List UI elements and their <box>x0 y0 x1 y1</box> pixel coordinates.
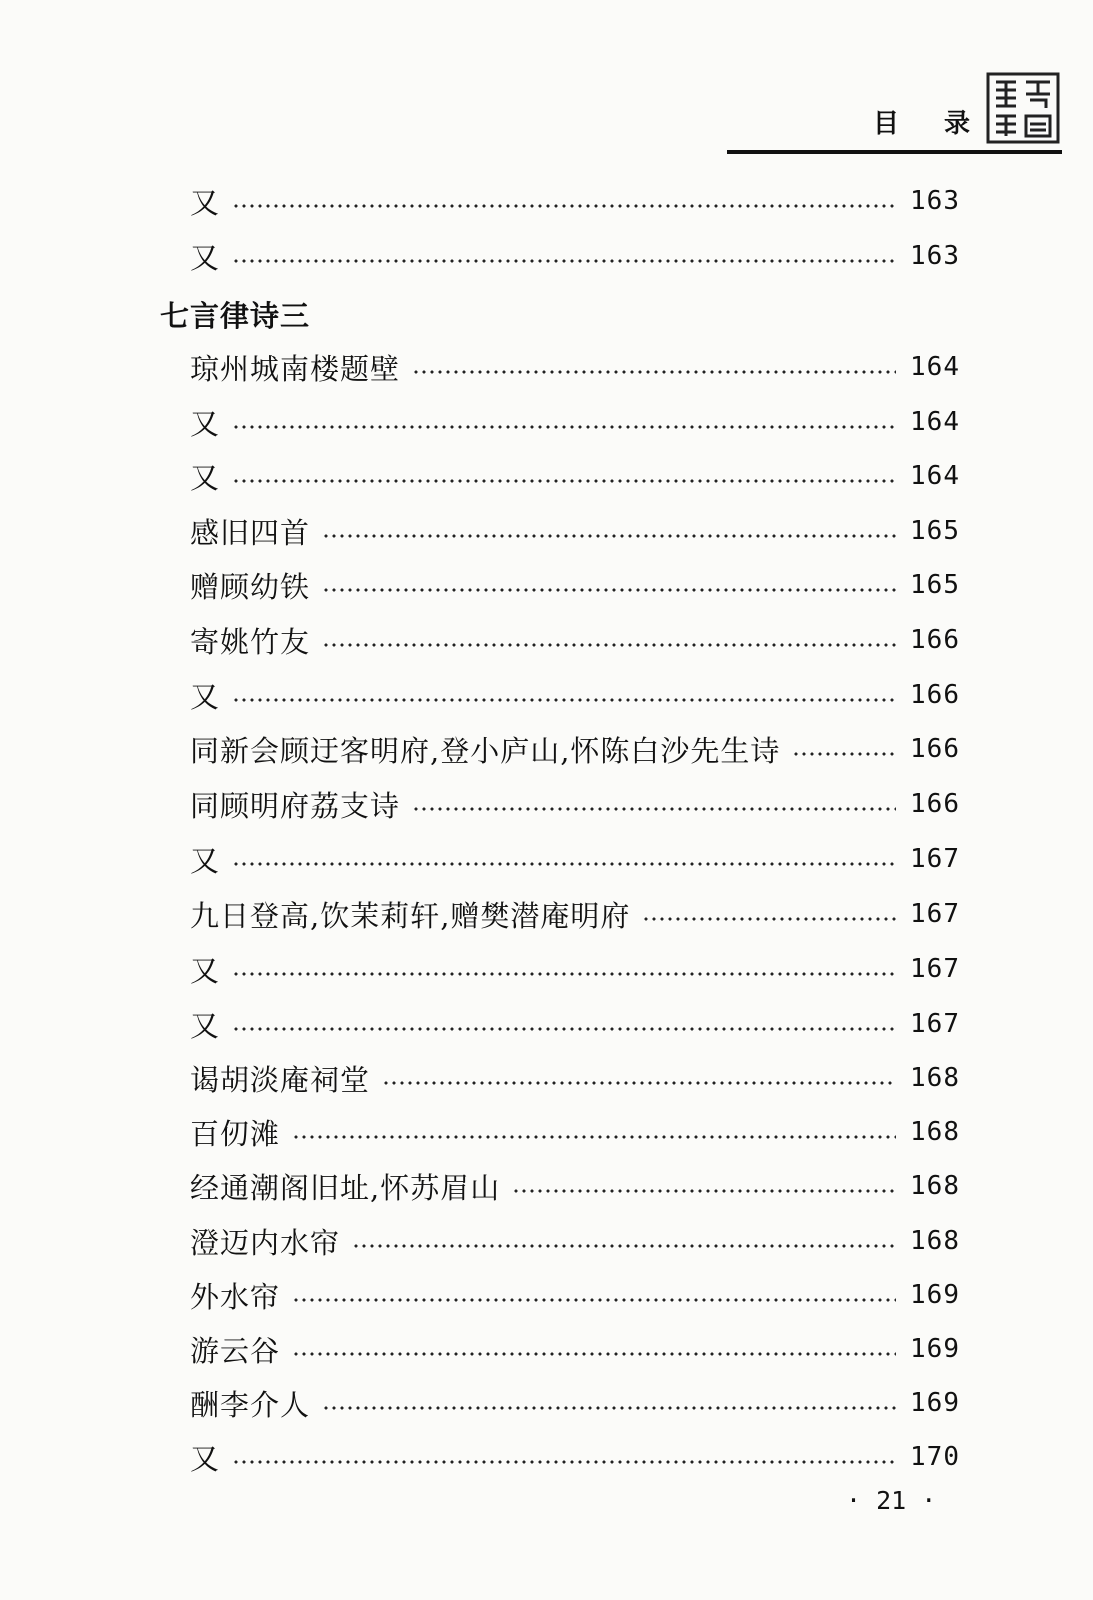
toc-entry-page: 169 <box>910 1334 960 1364</box>
toc-entry-page: 167 <box>910 899 960 929</box>
dot-leader <box>642 917 896 921</box>
dot-leader <box>292 1135 896 1139</box>
seal-stamp <box>986 72 1060 144</box>
toc-entry-title: 赠顾幼铁 <box>190 569 311 604</box>
toc-entry-page: 165 <box>910 570 960 600</box>
toc-entry[interactable] <box>190 839 960 879</box>
toc-entry-title: 游云谷 <box>190 1333 281 1368</box>
toc-entry-title: 又 <box>190 679 221 714</box>
toc-entry-page: 168 <box>910 1117 960 1147</box>
dot-leader <box>292 1298 896 1302</box>
toc-entry-page: 167 <box>910 954 960 984</box>
page-number: · 21 · <box>846 1486 937 1515</box>
dot-leader <box>322 1406 896 1410</box>
toc-entry-title: 又 <box>190 1441 221 1476</box>
toc-entry-page: 167 <box>910 844 960 874</box>
toc-entry-page: 166 <box>910 680 960 710</box>
toc-entry-title: 又 <box>190 185 221 220</box>
toc-entry-page: 167 <box>910 1009 960 1039</box>
toc-entry-title: 九日登高,饮茉莉轩,赠樊潜庵明府 <box>190 898 631 933</box>
toc-entry-title: 谒胡淡庵祠堂 <box>190 1062 371 1097</box>
toc-entry-page: 169 <box>910 1388 960 1418</box>
dot-leader <box>292 1352 896 1356</box>
dot-leader <box>232 862 896 866</box>
toc-entry[interactable] <box>190 1112 960 1152</box>
toc-entry-page: 166 <box>910 734 960 764</box>
toc-entry-title: 澄迈内水帘 <box>190 1225 341 1260</box>
toc-entry-title: 琼州城南楼题壁 <box>190 351 401 386</box>
dot-leader <box>512 1189 896 1193</box>
dot-leader <box>232 698 896 702</box>
toc-entry[interactable] <box>190 565 960 605</box>
toc-entry[interactable] <box>190 402 960 442</box>
toc-entry-title: 经通潮阁旧址,怀苏眉山 <box>190 1170 501 1205</box>
toc-entry-page: 168 <box>910 1171 960 1201</box>
toc-entry[interactable] <box>190 675 960 715</box>
toc-entry-title: 酬李介人 <box>190 1387 311 1422</box>
dot-leader <box>232 1460 896 1464</box>
toc-entry-title: 又 <box>190 406 221 441</box>
dot-leader <box>382 1081 896 1085</box>
toc-entry-page: 164 <box>910 407 960 437</box>
toc-entry-page: 164 <box>910 461 960 491</box>
dot-leader <box>232 1027 896 1031</box>
toc-entry[interactable] <box>190 729 960 769</box>
toc-entry-title: 寄姚竹友 <box>190 624 311 659</box>
toc-entry-page: 163 <box>910 241 960 271</box>
toc-entry[interactable] <box>190 1221 960 1261</box>
dot-leader <box>232 972 896 976</box>
toc-entry-title: 又 <box>190 843 221 878</box>
dot-leader <box>232 259 896 263</box>
toc-entry[interactable] <box>190 511 960 551</box>
section-title: 七言律诗三 <box>160 299 311 333</box>
toc-entry[interactable] <box>190 620 960 660</box>
header-title: 目 录 <box>873 109 989 139</box>
toc-entry-page: 169 <box>910 1280 960 1310</box>
toc-entry[interactable] <box>190 894 960 934</box>
toc-entry-title: 又 <box>190 953 221 988</box>
toc-entry-page: 163 <box>910 186 960 216</box>
toc-entry[interactable] <box>190 1275 960 1315</box>
toc-entry-page: 168 <box>910 1063 960 1093</box>
toc-entry-title: 感旧四首 <box>190 515 311 550</box>
toc-entry[interactable] <box>190 1166 960 1206</box>
dot-leader <box>232 204 896 208</box>
toc-entry-page: 166 <box>910 789 960 819</box>
toc-entry-page: 164 <box>910 352 960 382</box>
toc-entry-title: 又 <box>190 460 221 495</box>
dot-leader <box>412 370 896 374</box>
toc-entry[interactable] <box>190 1004 960 1044</box>
toc-entry-page: 170 <box>910 1442 960 1472</box>
toc-entry-page: 165 <box>910 516 960 546</box>
toc-entry-title: 同顾明府荔支诗 <box>190 788 401 823</box>
toc-entry-title: 外水帘 <box>190 1279 281 1314</box>
header-rule <box>727 150 1062 154</box>
dot-leader <box>232 479 896 483</box>
toc-entry[interactable] <box>190 456 960 496</box>
dot-leader <box>792 752 896 756</box>
dot-leader <box>322 588 896 592</box>
dot-leader <box>232 425 896 429</box>
toc-entry[interactable] <box>190 949 960 989</box>
dot-leader <box>322 643 896 647</box>
toc-entry[interactable] <box>190 1383 960 1423</box>
toc-entry-title: 又 <box>190 240 221 275</box>
toc-entry[interactable] <box>190 181 960 221</box>
dot-leader <box>322 534 896 538</box>
toc-entry-title: 同新会顾迂客明府,登小庐山,怀陈白沙先生诗 <box>190 733 781 768</box>
toc-entry[interactable] <box>190 1437 960 1477</box>
toc-entry-title: 又 <box>190 1008 221 1043</box>
dot-leader <box>412 807 896 811</box>
toc-entry[interactable] <box>190 1329 960 1369</box>
toc-entry-page: 168 <box>910 1226 960 1256</box>
toc-entry-title: 百仞滩 <box>190 1116 281 1151</box>
dot-leader <box>352 1244 896 1248</box>
toc-entry[interactable] <box>190 784 960 824</box>
toc-entry[interactable] <box>190 347 960 387</box>
toc-entry[interactable] <box>190 236 960 276</box>
toc-entry[interactable] <box>190 1058 960 1098</box>
toc-entry-page: 166 <box>910 625 960 655</box>
